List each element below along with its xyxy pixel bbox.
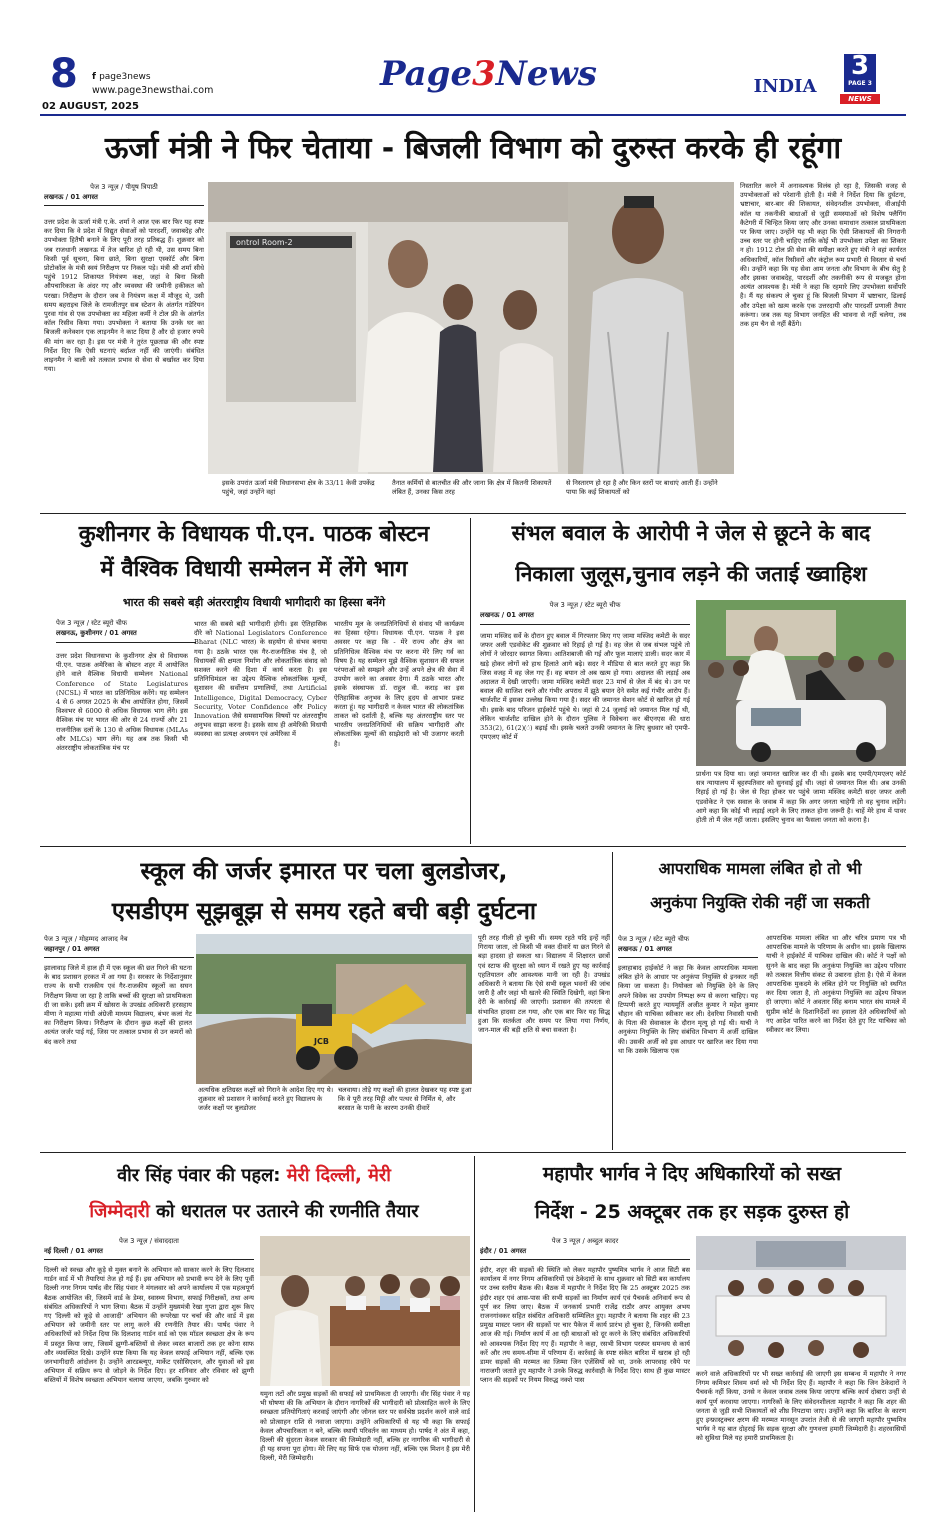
story2-byline-agency: पेज 3 न्यूज़ / स्टेट ब्यूरो चीफ	[56, 619, 128, 627]
story1-byline-agency: पेज 3 न्यूज़ / पीयूष त्रिपाठी	[90, 183, 158, 191]
story5-byline-agency: पेज 3 न्यूज़ / स्टेट ब्यूरो चीफ	[618, 935, 690, 943]
story6-7-divider	[474, 1156, 475, 1512]
story2-byline-rule	[56, 642, 196, 643]
story4-body-col1: झालावाड़ जिले में हाल ही में एक स्कूल की छत गिरने की घटना के बाद प्रशासन हरकत में आ गया है। सरकार के निर्देशानुसार राज्य के सभी राजकीय एवं गैर-राजकीय स्कूलों का सघन निरीक्षण किया जा रहा है ताकि बच्चों की सुरक्षा को प्राथमिकता दी जा सके। इसी क्रम में खोसरा के उपखंड अधिकारी हरसहाय मीणा ने महात्मा गांधी अंग्रेजी माध्यम विद्यालय, बंभर कलां गेट का निरीक्षण किया। निरीक्षण के दौरान कुछ कक्षों की हालत अत्यंत जर्जर पाई गई, जिस पर तत्काल प्रभाव से उन कमरों को बंद करने तथा	[44, 964, 192, 1046]
story3-headline-line1: संभल बवाल के आरोपी ने जेल से छूटने के बाद	[511, 521, 871, 545]
story6-headline-part2: मेरी दिल्ली, मेरी	[286, 1165, 391, 1186]
story5-byline-rule	[618, 957, 758, 958]
story7-byline	[480, 1236, 690, 1258]
story1-photo	[208, 182, 734, 474]
edition-label: INDIA	[753, 76, 817, 97]
story2-body-col2: भारत की सबसे बड़ी भागीदारी होगी। इस ऐतिहासिक दौरे को National Legislators Conference Bharat (NLC भारत) के सहयोग से संभव बनाया गया है। ठठके भारत एक गैर-राजनीतिक मंच है, जो विधायकों की क्षमता निर्माण और लोकतांत्रिक संवाद को सशक्त करने की दिशा में कार्य करता है। इस प्रतिनिधिमंडल का उद्देश्य वैश्विक लोकतांत्रिक मूल्यों, सुशासन की सर्वोत्तम प्रणालियों, तथा Artificial Intelligence, Digital Democracy, Cyber Security, Voter Confidence और Policy Innovation जैसे समसामयिक विषयों पर अंतरराष्ट्रीय अनुभव साझा करना है। इसके साथ ही अमेरिकी विधायी व्यवस्था का प्रत्यक्ष अध्ययन एवं अमेरिका में	[194, 620, 327, 739]
story4-5-divider	[612, 852, 613, 1150]
story2-headline-line1: कुशीनगर के विधायक पी.एन. पाठक बोस्टन	[78, 522, 430, 547]
story2-subhead: भारत की सबसे बड़ी अंतरराष्ट्रीय विधायी भागीदारी का हिस्सा बनेंगे	[122, 596, 386, 609]
badge-line2: NEWS	[840, 94, 880, 104]
story7-body-col1: इंदौर, शहर की सड़कों की स्थिति को लेकर महापौर पुष्यमित्र भार्गव ने आज सिटी बस कार्यालय में नगर निगम अधिकारियों एवं ठेकेदारों के साथ शुक्रवार को सिटी बस कार्यालय पर उच्च स्तरीय बैठक की। बैठक में महापौर ने निर्देश दिए कि 25 अक्टूबर 2025 तक इंदौर शहर एवं आस-पास की सभी सड़कों का निर्माण कार्य एवं पैचवर्क अनिवार्य रूप से पूर्ण कर लिया जाए। बैठक में जनकार्य प्रभारी राजेंद्र राठौर अपर आयुक्त अभय राजनगांवकर सहित संबंधित अधिकारी सम्मिलित हुए। महापौर ने बताया कि शहर की 23 प्रमुख मास्टर प्लान की सड़कों पर चार पैकेज में कार्य प्रारंभ हो चुका है, जिनकी समीक्षा आज की गई। निर्माण कार्य में आ रही बाधाओं को दूर करने के लिए संबंधित अधिकारियों को आवश्यक निर्देश दिए गए हैं। महापौर ने कहा, रसभी विभाग परस्पर समन्वय से कार्य करें और तय समय-सीमा में परिणाम दें। कार्रवाई के स्पष्ट संकेत बारिश में खराब हो रही डामर सड़कों की मरम्मत का जिम्मा जिन एजेंसियों को था, उनके लापरवाह रवैये पर नाराजगी जताते हुए महापौर ने उनके विरुद्ध कार्रवाही के निर्देश दिए। साथ ही कुछ मास्टर प्लान की सड़कों पर नियम विरुद्ध नक्शे पास	[480, 1266, 690, 1385]
brand-badge	[840, 52, 882, 110]
story6-body-col1: दिल्ली को स्वच्छ और कूड़े से मुक्त बनाने के अभियान को साकार करने के लिए दिलशाद गार्डन वार्ड में भी तैयारियां तेज हो गई हैं। इस अभियान को प्रभावी रूप देने के लिए पूर्वी दिल्ली नगर निगम पार्षद वीर सिंह पंवार ने मंगलवार को अपने कार्यालय में एक महत्वपूर्ण बैठक आयोजित की, जिसमें वार्ड के डेम्स, स्वास्थ्य विभाग, सफाई निरीक्षकों, तथा अन्य संबंधित अधिकारियों ने भाग लिया। बैठक में उन्होंने मुख्यमंत्री रेखा गुप्ता द्वारा शुरू किए गए 'दिल्ली को कूड़े से आजादी' अभियान की रूपरेखा पर चर्चा की और वार्ड में इस अभियान को जमीनी स्तर पर लागू करने की रणनीति तैयार की। पार्षद पंवार ने अधिकारियों को निर्देश दिया कि दिलशाद गार्डन वार्ड को एक मॉडल स्वच्छता क्षेत्र के रूप में प्रस्तुत किया जाए, जिसमें झुग्गी-बस्तियों से लेकर व्यस्त बाजारों तक हर कोना साफ और व्यवस्थित दिखे। उन्होंने स्पष्ट किया कि यह केवल सफाई अभियान नहीं, बल्कि एक जनभागीदारी आंदोलन है। उन्होंने आरडब्ल्यूए, मार्केट एसोसिएशन, और युवाओं को इस अभियान में सक्रिय रूप से जोड़ने के निर्देश दिए। हर शनिवार और रविवार को झुग्गी बस्तियों में विशेष स्वच्छता अभियान चलाया जाएगा, जबकि गुरुवार को	[44, 1266, 254, 1385]
story1-caption3: से निस्तारण हो रहा है और किन स्तरों पर बाधाएं आती हैं। उन्होंने पाया कि कई शिकायतों को	[566, 479, 718, 497]
masthead	[0, 0, 945, 118]
mid-rule	[40, 846, 906, 847]
story6-byline-place: नई दिल्ली / 01 अगस्त	[44, 1247, 103, 1255]
story4-photo	[196, 934, 472, 1084]
story3-byline	[480, 600, 690, 622]
story5-headline-line2: अनुकंपा नियुक्ति रोकी नहीं जा सकती	[650, 893, 870, 912]
story7-headline-line1: महापौर भार्गव ने दिए अधिकारियों को सख्त	[542, 1163, 842, 1185]
story6-byline-rule	[44, 1259, 254, 1260]
story7-byline-place: इंदौर / 01 अगस्त	[480, 1247, 527, 1255]
story2-3-divider	[470, 518, 471, 844]
story6-byline-agency: पेज 3 न्यूज़ / संवाददाता	[119, 1237, 179, 1245]
story7-photo-image	[696, 1236, 906, 1366]
story3-headline-line2: निकाला जुलूस,चुनाव लड़ने की जताई ख्वाहिश	[515, 562, 867, 586]
story4-byline	[44, 934, 204, 956]
story1-caption2: तैनात कर्मियों से बातचीत की और जाना कि क्षेत्र में कितनी शिकायतें लंबित हैं, उनका किस तरह	[392, 479, 552, 497]
social-handle[interactable]: f page3news	[92, 72, 151, 82]
story5-body-col1: इलाहाबाद हाईकोर्ट ने कहा कि केवल आपराधिक मामला लंबित होने के आधार पर अनुकंपा नियुक्ति से इनकार नहीं किया जा सकता है। नियोक्ता को नियुक्ति देने के लिए अपने विवेक का उपयोग निष्पक्ष रूप से करना चाहिए। यह टिप्पणी करते हुए न्यायमूर्ति अजीत कुमार ने महेश कुमार चौहान की याचिका स्वीकार कर ली। देवरिया निवासी याची के पिता की सेवाकाल के दौरान मृत्यु हो गई थी। याची ने अनुकंपा नियुक्ति के लिए संबंधित विभाग में अर्जी दाखिल की। उसकी अर्जी को इस आधार पर खारिज कर दिया गया था कि उसके खिलाफ एक	[618, 964, 758, 1055]
badge-number: 3	[850, 51, 870, 81]
story6-headline-line2-part1: जिम्मेदारी	[89, 1201, 150, 1222]
story6-body-col2: यमुना तटों और प्रमुख सड़कों की सफाई को प्राथमिकता दी जाएगी। वीर सिंह पंवार ने यह भी घोषणा की कि अभियान के दौरान नागरिकों की भागीदारी को प्रोत्साहित करने के लिए स्वच्छता प्रतियोगिताएं करवाई जाएंगी और जोनल स्तर पर सर्वश्रेष्ठ प्रदर्शन करने वाले वार्ड को प्रोत्साहन राशि से नवाजा जाएगा। उन्होंने अधिकारियों से यह भी कहा कि सफाई केवल औपचारिकता न बने, बल्कि स्थायी परिवर्तन का माध्यम हो। पार्षद ने अंत में कहा, दिल्ली की सुंदरता केवल सरकार की जिम्मेदारी नहीं, बल्कि हर नागरिक की भागीदारी से ही यह सपना पूरा होगा। मेरे लिए यह सिर्फ एक योजना नहीं, बल्कि एक मिशन है इस मेरी दिल्ली, मेरी जिम्मेदारी।	[260, 1390, 470, 1463]
svg-text:JCB: JCB	[314, 1037, 329, 1046]
story1-byline	[44, 182, 204, 204]
story2-body-col1: उत्तर प्रदेश विधानसभा के कुशीनगर क्षेत्र से विधायक पी.एन. पाठक अमेरिका के बोस्टन शहर में आयोजित होने वाले वैश्विक विधायी सम्मेलन National Conference of State Legislatures (NCSL) में भारत का प्रतिनिधित्व करेंगे। यह सम्मेलन 4 से 6 अगस्त 2025 के बीच आयोजित होगा, जिसमें विश्वभर से 6000 से अधिक विधायक भाग लेंगे। इस वैश्विक मंच पर भारत की ओर से 24 राज्यों और 21 राजनीतिक दलों के 130 से अधिक विधायक (MLAs और MLCs) भाग लेंगे। यह अब तक किसी भी अंतरराष्ट्रीय लोकतांत्रिक मंच पर	[56, 652, 188, 753]
story6-headline-line2	[44, 1196, 464, 1228]
badge-line1: PAGE 3	[848, 80, 872, 87]
svg-text:ontrol Room-2: ontrol Room-2	[236, 238, 293, 247]
story3-byline-agency: पेज 3 न्यूज़ / स्टेट ब्यूरो चीफ	[549, 601, 621, 609]
story4-byline-rule	[44, 957, 194, 958]
story7-byline-agency: पेज 3 न्यूज़ / अब्दुल कादर	[551, 1237, 619, 1245]
page-number: 8	[50, 51, 78, 97]
story3-body-col1: जामा मस्जिद सर्वे के दौरान हुए बवाल में गिरफ्तार किए गए जामा मस्जिद कमेटी के सदर जफर अली एडवोकेट की शुक्रवार को रिहाई हो गई है। वह जेल से जब संभल पहुंचे तो लोगों ने जोरदार स्वागत किया। आतिशबाजी की गई और फूल मालाएं डाली। सदर कार में खड़े होकर लोगों को हाथ हिलाते आगे बढ़े। सदर ने मीडिया से बात करते हुए कहा कि जिस वजह में वह जेल गए हैं। वह बयान तो अब खत्म हो गया। अदालत की लड़ाई अब अदालत में देखी जाएगी। जामा मस्जिद कमेटी सदर 23 मार्च से जेल में बंद थे। उन पर बवाल की साजिश रचने और गंभीर अपराध में झूठे बयान देने समेत कई गंभीर आरोप हैं। चार्जशीट में इसका उल्लेख किया गया है। सदर की जमानत सेशन कोर्ट से खारिज हो गई थी। इसके बाद परिजन हाईकोर्ट पहुंचे थे। जहां से 24 जुलाई को जमानत मिल गई थी, लेकिन चार्जशीट दाखिल होने के दौरान पुलिस ने विवेचना कर बीएनएस की धारा 353(2), 61(2)(ं) बढ़ाई थी। इसके चलते उनकी जमानत के लिए बुधवार को एमपी-एमएलए कोर्ट में	[480, 632, 690, 742]
issue-date: 02 AUGUST, 2025	[42, 101, 139, 112]
story4-photo-image	[196, 934, 472, 1084]
story6-headline-line1	[44, 1160, 464, 1192]
story1-body-col4: निस्तारित करने में अनावश्यक विलंब हो रहा है, जिसकी वजह से उपभोक्ताओं को परेशानी होती है। मंत्री ने निर्देश दिया कि दुर्घटना, भ्रष्टाचार, बार-बार की शिकायत, संवेदनशील उपभोक्ता, वीआईपी कॉल या तकनीकी बाधाओं से जुड़ी समस्याओं को विशेष फ्लैगिंग कैटेगरी में चिन्हित किया जाए और उनका समाधान तत्काल प्राथमिकता पर किया जाए। उन्होंने यह भी कहा कि ऐसी शिकायतों की निगरानी उच्च स्तर पर होनी चाहिए ताकि कोई भी उपभोक्ता उपेक्षा का शिकार न हो। 1912 टोल फ्री सेवा की समीक्षा करते हुए मंत्री ने वहां कार्यरत अधिकारियों, कॉल रिसीवरों और कंट्रोल रूम प्रभारी से विस्तार से चर्चा की। उन्होंने कहा कि यह सेवा आम जनता और विभाग के बीच सेतु है और इसका जवाबदेह, पारदर्शी और तकनीकी रूप से मजबूत होना अत्यंत आवश्यक है। मंत्री ने कहा कि रहमारे लिए उपभोक्ता सर्वोपरि है। मैं यह संकल्प ले चुका हूं कि बिजली विभाग में भ्रष्टाचार, ढिलाई और उपेक्षा को खत्म करके एक उत्तरदायी और पारदर्शी प्रणाली तैयार करूंगा। जब तक यह विभाग जनहित की भावना से नहीं चलेगा, तब तक हम चैन से नहीं बैठेंगे।	[740, 182, 906, 329]
story4-byline-place: जहानपुर / 01 अगस्त	[44, 945, 100, 953]
story5-headline-line1: आपराधिक मामला लंबित हो तो भी	[658, 859, 862, 878]
story5-byline	[618, 934, 758, 956]
story4-caption2: चलवाया। तोड़े गए कक्षों की हालत देखकर यह स्पष्ट हुआ कि वे पूरी तरह मिट्टी और पत्थर से निर्मित थे, और बरसात के पानी के कारण उनकी दीवारें	[338, 1086, 472, 1113]
story4-byline-agency: पेज 3 न्यूज़ / मोहम्मद आजाद नेब	[44, 935, 128, 943]
story6-headline-part1: वीर सिंह पंवार की पहल:	[117, 1165, 287, 1186]
masthead-logo: Page3News	[380, 54, 597, 94]
story7-headline-line2: निर्देश - 25 अक्टूबर तक हर सड़क दुरुस्त हो	[534, 1201, 850, 1223]
story1-body-col1: उत्तर प्रदेश के ऊर्जा मंत्री ए.के. शर्मा ने आज एक बार फिर यह स्पष्ट कर दिया कि वे प्रदेश में विद्युत सेवाओं को पारदर्शी, जवाबदेह और उपभोक्ता हितैषी बनाने के लिए पूरी तरह प्रतिबद्ध हैं। शुक्रवार को जब राजधानी लखनऊ में तेज बारिश हो रही थी, उस समय बिना किसी पूर्व सूचना, बिना छाते, बिना सुरक्षा एस्कॉर्ट और बिना प्रोटोकॉल के मंत्री स्वयं निरीक्षण पर निकल पड़े। मंत्री श्री शर्मा सीधे पहुंचे 1912 शिकायत नियंत्रण कक्ष, जहां वे बिना किसी औपचारिकता के अंदर गए और व्यवस्था की जमीनी हकीकत को परखा। निरीक्षण के दौरान जब वे नियंत्रण कक्ष में मौजूद थे, उसी समय बहराइच जिले के रामजीतपुर सब स्टेशन के अंतर्गत गडेरियन पुरवा गांव से एक उपभोक्ता का महिला कर्मी ने टोल फ्री के अंतर्गत कॉल रिसीव किया गया। उपभोक्ता ने बताया कि उनके घर का बिजली कनेक्शन एक लाइनमैन ने काट दिया है और दो हजार रुपये की मांग कर रहा है। इस पर मंत्री ने तुरंत पूछताछ की और स्पष्ट निर्देश दिए कि ऐसी घटनाएं बर्दाश्त नहीं की जाएंगी। संबंधित लाइनमैन ने बाली को तत्काल प्रभाव से सेवा से बर्खास्त कर दिया गया।	[44, 218, 204, 374]
story1-headline: ऊर्जा मंत्री ने फिर चेताया - बिजली विभाग को दुरुस्त करके ही रहूंगा	[104, 131, 842, 166]
website-link[interactable]: www.page3newsthai.com	[92, 85, 214, 96]
story7-body-col2: करने वाले अधिकारियों पर भी सख्त कार्रवाई की जाएगी इस सम्बन्ध में महापौर ने नगर निगम कमिश्नर शिवम वर्मा को भी निर्देश दिए हैं। महापौर ने कहा कि जिन ठेकेदारों ने पैचवर्क नहीं किया, उनसे न केवल जवाब तलब किया जाएगा बल्कि कार्य दोबारा उन्हीं से कार्य पूर्ण करवाया जाएगा। नागरिकों के लिए संवेदनशीलता महापौर ने कहा कि शहर की जनता से जुड़ी सभी शिकायतों को शीघ्र निपटाया जाए। उन्होंने कहा कि बारिश के कारण हुए इन्फ्रास्ट्रक्चर क्षरण की मरम्मत मानसून उपरांत तेजी से की जाएगी महापौर पुष्यमित्र भार्गव ने यह बात दोहराई कि सड़क सुरक्षा और गुणवत्ता हमारी जिम्मेदारी है। शहरवासियों को सुविधा मिले यह हमारी प्राथमिकता है।	[696, 1370, 906, 1443]
story6-photo	[260, 1236, 470, 1386]
story7-photo	[696, 1236, 906, 1366]
story2-headline-line2: में वैश्विक विधायी सम्मेलन में लेंगे भाग	[100, 557, 408, 582]
story1-byline-place: लखनऊ / 01 अगस्त	[44, 193, 98, 201]
story2-body-col3: भारतीय मूल के जनप्रतिनिधियों से संवाद भी कार्यक्रम का हिस्सा रहेगा। विधायक पी.एन. पाठक ने इस अवसर पर कहा कि - मेरे राज्य और क्षेत्र का प्रतिनिधित्व वैश्विक मंच पर करना मेरे लिए गर्व का विषय है। यह सम्मेलन मुझे वैश्विक सुशासन की सफल परंपराओं को समझने और उन्हें अपने क्षेत्र की सेवा में उपयोग करने का अवसर देगा। मैं ठठके भारत और इसके संस्थापक डॉ. राहुल वी. कराड़ का इस ऐतिहासिक अनुभव के लिए हृदय से आभार प्रकट करता हूं। यह भागीदारी न केवल भारत की लोकतांत्रिक ताकत को दर्शाती है, बल्कि यह अंतरराष्ट्रीय स्तर पर भारतीय जनप्रतिनिधियों की सक्रिय भागीदारी और लोकतांत्रिक मूल्यों की साझेदारी को भी उजागर करती है।	[334, 620, 464, 748]
story6-byline	[44, 1236, 254, 1258]
story1-byline-rule	[44, 205, 204, 206]
masthead-rule	[40, 114, 906, 116]
story4-caption1: अत्यधिक क्षतिग्रस्त कक्षों को गिराने के आदेश दिए गए थे। शुक्रवार को प्रशासन ने कार्रवाई करते हुए विद्यालय के जर्जर कक्षों पर बुलडोजर	[198, 1086, 334, 1113]
facebook-icon: f	[92, 72, 100, 82]
story1-caption1: इसके उपरांत ऊर्जा मंत्री विधानसभा क्षेत्र के 33/11 केवी उपकेंद्र पहुंचे, जहां उन्होंने वहां	[222, 479, 375, 497]
story5-body-col2: आपराधिक मामला लंबित था और चरित्र प्रमाण पत्र भी आपराधिक मामले के परिणाम के अधीन था। इसके खिलाफ याची ने हाईकोर्ट में याचिका दाखिल की। कोर्ट ने पक्षों को सुनने के बाद कहा कि अनुकंपा नियुक्ति का उद्देश्य परिवार को तत्काल वित्तीय संकट से उबारना होता है। ऐसे में केवल आपराधिक मुकदमे के लंबित होने पर नियुक्ति को स्थगित कर दिया जाता है, तो अनुकंपा नियुक्ति का उद्देश्य विफल हो जाएगा। कोर्ट ने अवतार सिंह बनाम भारत संघ मामले में सुप्रीम कोर्ट के दिशानिर्देशों का हवाला देते अधिकारियों को नए आदेश पारित करने का निर्देश देते हुए रिट याचिका को स्वीकार कर लिया।	[766, 934, 906, 1035]
story2-byline	[56, 618, 216, 640]
story3-body-col2: प्रार्थना पत्र दिया था। जहां जमानत खारिज कर दी थी। इसके बाद एमपी/एमएलए कोर्ट सत्र न्यायालय में बृहस्पतिवार को सुनवाई हुई थी। जहां से जमानत मिल थी। अब उनकी रिहाई हो गई है। जेल से रिहा होकर घर पहुंचे जामा मस्जिद कमेटी सदर जफर अली एडवोकेट ने एक सवाल के जवाब में कहा कि अगर जनता चाहेगी तो वह चुनाव लड़ेंगे। आगे कहा कि कोई भी लड़ाई लड़ने के लिए ताकत होना जरूरी है। चाहें मेरे हाथ में पावर होती तो मैं जेल नहीं जाता। इसलिए चुनाव का फैसला जनता को करना है।	[696, 770, 906, 825]
story4-headline-line2: एसडीएम सूझबूझ से समय रहते बची बड़ी दुर्घटना	[111, 897, 537, 925]
story4-body-col3: पूरी तरह गीली हो चुकी थीं। समय रहते यदि इन्हें नहीं गिराया जाता, तो किसी भी वक्त दीवारें या छत गिरने से बड़ा हादसा हो सकता था। विद्यालय में शिक्षारत छात्रों एवं स्टाफ की सुरक्षा को ध्यान में रखते हुए यह कार्रवाई एहतियातन और आवश्यक मानी जा रही है। उपखंड अधिकारी ने बताया कि ऐसे सभी स्कूल भवनों की जांच जारी है और जहां भी खतरे की स्थिति दिखेगी, वहां बिना देरी के कार्रवाई की जाएगी। प्रशासन की तत्परता से संभावित हादसा टल गया, और एक बार फिर यह सिद्ध हुआ कि सतर्कता और समय पर लिया गया निर्णय, जान-माल की बड़ी क्षति से बचा सकता है।	[478, 934, 610, 1035]
story7-byline-rule	[480, 1259, 690, 1260]
story4-headline-line1: स्कूल की जर्जर इमारत पर चला बुलडोजर,	[140, 857, 508, 885]
story6-headline-line2-part2: को धरातल पर उतारने की रणनीति तैयार	[149, 1201, 419, 1222]
story3-photo	[696, 600, 906, 766]
story5-byline-place: लखनऊ / 01 अगस्त	[618, 945, 672, 953]
story2-byline-place: लखनऊ, कुशीनगर / 01 अगस्त	[56, 629, 137, 637]
story3-byline-place: लखनऊ / 01 अगस्त	[480, 611, 534, 619]
lower-rule	[40, 1152, 906, 1153]
story3-photo-image	[696, 600, 906, 766]
story1-photo-image	[208, 182, 734, 474]
story6-photo-image	[260, 1236, 470, 1386]
story3-byline-rule	[480, 624, 690, 625]
